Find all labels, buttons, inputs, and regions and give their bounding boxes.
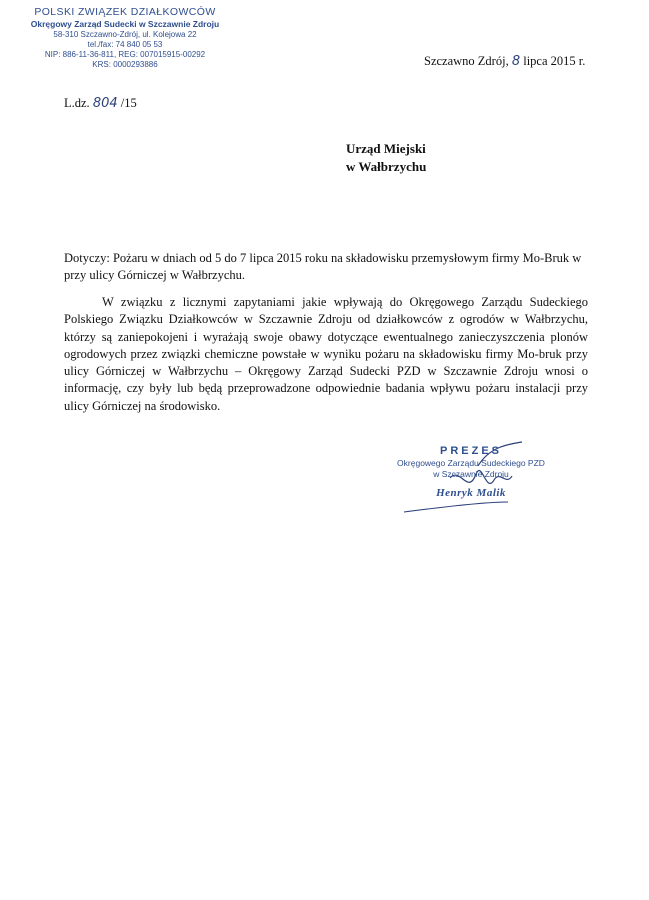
reference-handwritten-number: 804 bbox=[92, 96, 118, 111]
signature-title: PREZES bbox=[439, 445, 502, 457]
header-stamp bbox=[20, 6, 230, 70]
stamp-ids: NIP: 886-11-36-811, REG: 007015915-00292 bbox=[44, 49, 206, 59]
place-date-suffix: lipca 2015 r. bbox=[523, 54, 586, 68]
stamp-district-name: Okręgowy Zarząd Sudecki w Szczawnie Zdroju bbox=[30, 19, 220, 30]
reference-prefix: L.dz. bbox=[64, 96, 90, 110]
reference-number bbox=[64, 96, 137, 111]
stamp-address: 58-310 Szczawno-Zdrój, ul. Kolejowa 22 bbox=[53, 29, 197, 39]
subject-line: Dotyczy: Pożaru w dniach od 5 do 7 lipca 2015 roku na składowisku przemysłowym firmy Mo-Bruk w przy ulicy Górniczej w Wałbrzychu. bbox=[64, 251, 582, 282]
signature-block bbox=[396, 444, 546, 501]
place-date bbox=[424, 54, 585, 69]
stamp-phone: tel./fax: 74 840 05 53 bbox=[87, 39, 163, 49]
signature-name: Henryk Malik bbox=[436, 487, 506, 500]
reference-suffix: /15 bbox=[120, 96, 137, 110]
place-date-prefix: Szczawno Zdrój, bbox=[424, 54, 509, 68]
place-date-day: 8 bbox=[511, 54, 521, 69]
recipient-line-1: Urząd Miejski bbox=[346, 141, 426, 156]
body-paragraph: W związku z licznymi zapytaniami jakie wpływają do Okręgowego Zarządu Sudeckiego Polskiego Związku Działkowców w Szczawnie Zdroju od działkowców z ogrodów w Wałbrzychu, którzy są zaniepokojeni i wyrażają swoje obawy dotyczące ewentualnego zanieczyszczenia plonów ogrodowych przez związki chemiczne powstałe w wyniku pożaru na składowisku firmy Mo-bruk przy ulicy Górniczej w Wałbrzychu – Okręgowy Zarząd Sudecki PZD w Szczawnie Zdroju wnosi o informację, czy były lub będą przeprowadzone odpowiednie badania wpływu pożaru instalacji przy ulicy Górniczej na środowisko. bbox=[64, 295, 588, 413]
signature-org-line: Okręgowego Zarządu Sudeckiego PZD bbox=[397, 458, 545, 469]
signature-place-line: w Szczawnie Zdroju bbox=[433, 469, 509, 480]
recipient-line-2: w Wałbrzychu bbox=[346, 158, 427, 174]
recipient-block bbox=[346, 140, 426, 175]
stamp-krs: KRS: 0000293886 bbox=[92, 59, 158, 69]
stamp-org-name: POLSKI ZWIĄZEK DZIAŁKOWCÓW bbox=[34, 6, 216, 18]
